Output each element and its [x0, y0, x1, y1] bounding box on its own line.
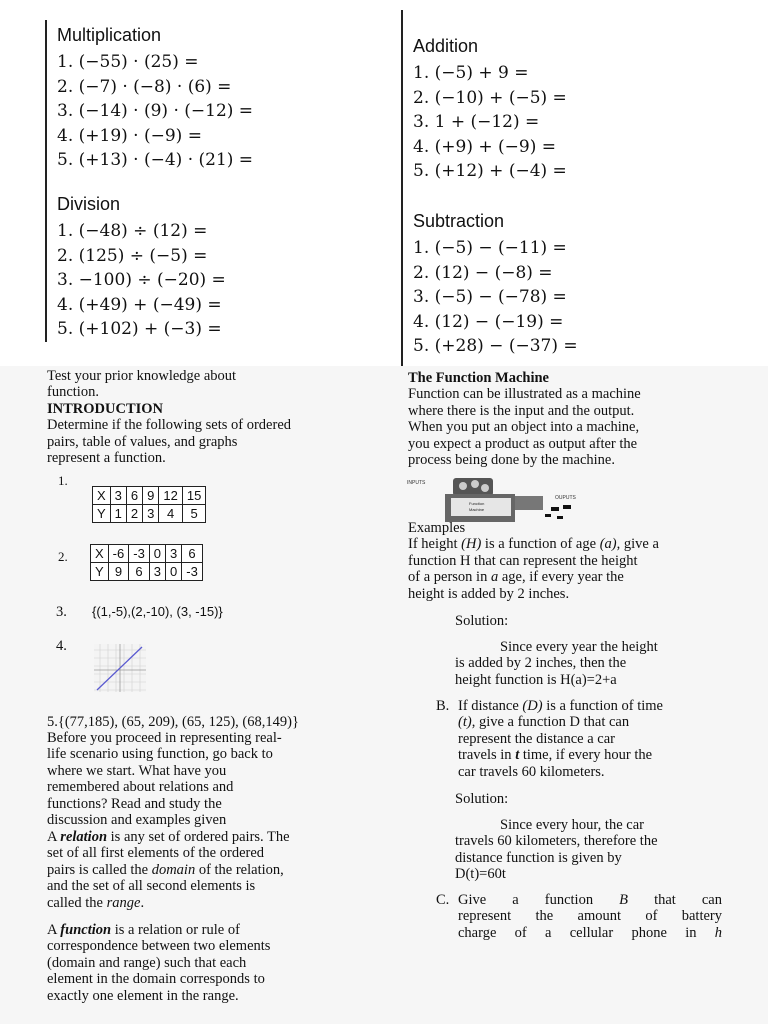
- example-line: [458, 698, 728, 714]
- item-4-line-graph: [94, 644, 146, 692]
- outputs-label: OUPUTS: [555, 495, 576, 501]
- table-cell: 6: [129, 563, 150, 581]
- table-cell: 0: [149, 545, 165, 563]
- example-line: function H that can represent the height: [408, 552, 638, 569]
- subtraction-title: Subtraction: [413, 211, 505, 231]
- solution-line: D(t)=60t: [455, 866, 506, 883]
- division-item: 2. (125) ÷ (−5) =: [57, 245, 208, 266]
- text-span: pairs is called the: [47, 861, 152, 878]
- table-cell: 4: [159, 505, 182, 523]
- table-of-values-2: [90, 544, 203, 581]
- item-2-number: 2.: [58, 549, 68, 564]
- table-cell: 9: [108, 563, 129, 581]
- machine-line: where there is the input and the output.: [408, 402, 635, 419]
- proceed-line: life scenario using function, go back to: [47, 746, 273, 763]
- inputs-label: INPUTS: [407, 480, 426, 486]
- table-cell: -3: [129, 545, 150, 563]
- division-item: 5. (+102) + (−3) =: [57, 319, 222, 339]
- center-divider-line: [401, 10, 403, 366]
- text-span: A: [47, 922, 61, 938]
- solution-line: Since every hour, the car: [500, 817, 644, 833]
- range-term: range: [106, 894, 141, 911]
- item-3-ordered-pairs: {(1,-5),(2,-10), (3, -15)}: [92, 604, 223, 619]
- function-line: exactly one element in the range.: [47, 987, 239, 1004]
- addition-item: 1. (−5) + 9 =: [413, 63, 529, 83]
- text-span: .: [140, 894, 145, 911]
- function-definition: [47, 922, 361, 1004]
- hopper-opening: [471, 480, 479, 488]
- text-span: travels in: [458, 747, 516, 764]
- machine-line: you expect a product as output after the: [408, 435, 638, 452]
- division-item: 3. −100) ÷ (−20) =: [57, 270, 226, 290]
- subtraction-item: 2. (12) − (−8) =: [413, 262, 553, 283]
- table-cell: 6: [126, 487, 142, 505]
- text-span: is a function of time: [542, 698, 663, 714]
- function-line: element in the domain corresponds to: [47, 971, 265, 988]
- example-c-marker: C.: [436, 892, 450, 908]
- example-c: [458, 892, 722, 941]
- solution-line: travels 60 kilometers, therefore the: [455, 833, 658, 850]
- division-section: [57, 193, 226, 342]
- text-span: charge of a cellular phone in: [458, 924, 715, 941]
- table-cell: Y: [93, 505, 111, 523]
- table-cell: 1: [110, 505, 126, 523]
- table-cell: 5: [182, 505, 205, 523]
- example-line: [458, 747, 728, 763]
- text-span: of a person in: [408, 569, 491, 586]
- variable-a: (a): [599, 536, 617, 553]
- item-1-number: 1.: [58, 473, 68, 488]
- table-row: [91, 545, 203, 563]
- solution-line: Since every year the height: [500, 639, 658, 655]
- integer-operations-worksheet: [0, 0, 768, 366]
- text-span: called the: [47, 894, 107, 911]
- item-3-number: 3.: [56, 604, 67, 620]
- table-cell: 15: [182, 487, 205, 505]
- variable-h: h: [714, 924, 722, 941]
- solution-a-label: Solution:: [455, 613, 509, 629]
- intro-line: Test your prior knowledge about: [47, 368, 237, 384]
- table-cell: 2: [126, 505, 142, 523]
- example-b: [458, 698, 728, 780]
- output-item: [557, 516, 563, 519]
- multiplication-title: Multiplication: [57, 25, 162, 45]
- relation-term: relation: [60, 829, 108, 845]
- text-span: that can: [628, 892, 722, 908]
- text-span: of the relation,: [195, 861, 284, 878]
- division-title: Division: [57, 194, 121, 214]
- text-span: If height: [408, 536, 462, 553]
- subtraction-item: 4. (12) − (−19) =: [413, 311, 564, 332]
- item-4-number: 4.: [56, 638, 67, 654]
- example-line: [408, 569, 726, 585]
- text-span: age, if every year the: [498, 569, 624, 586]
- division-item: 4. (+49) + (−49) =: [57, 294, 222, 315]
- example-line: car travels 60 kilometers.: [458, 763, 605, 780]
- machine-line: process being done by the machine.: [408, 452, 615, 469]
- function-line: [47, 922, 361, 938]
- text-span: is a function of age: [481, 536, 600, 553]
- proceed-line: remembered about relations and: [47, 779, 234, 796]
- multiplication-item: 5. (+13) · (−4) · (21) =: [57, 150, 254, 170]
- variable-b: B: [619, 892, 628, 908]
- table-row: [91, 563, 203, 581]
- example-line: [458, 892, 722, 908]
- table-cell: 3: [149, 563, 165, 581]
- addition-title: Addition: [413, 36, 479, 56]
- relation-line: [47, 895, 361, 911]
- addition-item: 3. 1 + (−12) =: [413, 112, 540, 132]
- text-span: Give a function: [458, 892, 620, 908]
- function-machine-diagram: [405, 474, 605, 526]
- function-lesson-page: [0, 366, 768, 1024]
- multiplication-section: [57, 24, 253, 173]
- table-cell: -6: [108, 545, 129, 563]
- machine-label-1: Function: [469, 501, 485, 506]
- output-item: [563, 505, 571, 509]
- example-line: [408, 536, 726, 552]
- item-5-ordered-pairs: 5.{(77,185), (65, 209), (65, 125), (68,149)}: [47, 714, 299, 730]
- output-chute: [515, 496, 543, 510]
- multiplication-item: 1. (−55) · (25) =: [57, 52, 199, 72]
- function-machine-heading: The Function Machine: [408, 370, 549, 386]
- table-row: [93, 505, 206, 523]
- subtraction-item: 1. (−5) − (−11) =: [413, 238, 567, 258]
- multiplication-item: 4. (+19) · (−9) =: [57, 125, 202, 146]
- solution-b-label: Solution:: [455, 791, 509, 807]
- function-term: function: [60, 922, 112, 938]
- hopper-opening: [481, 484, 489, 492]
- addition-item: 4. (+9) + (−9) =: [413, 136, 556, 157]
- left-divider-line: [45, 20, 47, 342]
- function-machine-block: [408, 370, 728, 468]
- output-item: [551, 507, 559, 511]
- example-a: [408, 520, 726, 602]
- machine-line: When you put an object into a machine,: [408, 419, 640, 436]
- proceed-line: functions? Read and study the: [47, 795, 222, 812]
- addition-item: 2. (−10) + (−5) =: [413, 87, 567, 108]
- intro-block: [47, 368, 367, 466]
- example-line: [458, 925, 722, 941]
- relation-definition: [47, 829, 361, 911]
- hopper-opening: [459, 482, 467, 490]
- text-span: , give a function D that can: [471, 714, 630, 731]
- table-cell: X: [91, 545, 109, 563]
- table-cell: 9: [143, 487, 159, 505]
- solution-a: [455, 639, 715, 688]
- multiplication-item: 2. (−7) · (−8) · (6) =: [57, 76, 232, 97]
- variable-d: (D): [522, 698, 543, 714]
- multiplication-item: 3. (−14) · (9) · (−12) =: [57, 101, 254, 121]
- introduction-heading: INTRODUCTION: [47, 400, 164, 417]
- machine-label-2: Machine: [469, 507, 485, 512]
- output-item: [545, 514, 551, 517]
- variable-h: (H): [461, 536, 482, 553]
- table-of-values-1: [92, 486, 206, 523]
- machine-line: Function can be illustrated as a machine: [408, 386, 641, 403]
- intro-line: function.: [47, 384, 99, 401]
- variable-t: t: [515, 747, 520, 764]
- proceed-line: discussion and examples given: [47, 812, 227, 829]
- text-span: , give a: [616, 536, 659, 553]
- table-cell: 3: [110, 487, 126, 505]
- table-cell: X: [93, 487, 111, 505]
- solution-line: distance function is given by: [455, 849, 622, 866]
- solution-b: [455, 817, 725, 883]
- table-cell: 3: [166, 545, 182, 563]
- subtraction-section: [413, 210, 578, 359]
- instruction-line: represent a function.: [47, 450, 166, 467]
- text-span: If distance: [458, 698, 523, 714]
- table-row: [93, 487, 206, 505]
- proceed-line: where we start. What have you: [47, 762, 227, 779]
- example-b-marker: B.: [436, 698, 450, 714]
- table-cell: 12: [159, 487, 182, 505]
- text-span: time, if every hour the: [519, 747, 653, 764]
- solution-line: height function is H(a)=2+a: [455, 671, 617, 688]
- text-span: A: [47, 829, 61, 845]
- relation-line: and the set of all second elements is: [47, 878, 256, 895]
- example-line: [458, 714, 728, 730]
- function-line: (domain and range) such that each: [47, 954, 247, 971]
- relation-line: set of all first elements of the ordered: [47, 845, 265, 862]
- division-item: 1. (−48) ÷ (12) =: [57, 221, 208, 241]
- subtraction-item: 5. (+28) − (−37) =: [413, 336, 578, 356]
- table-cell: 6: [182, 545, 203, 563]
- instruction-line: pairs, table of values, and graphs: [47, 433, 238, 450]
- solution-line: is added by 2 inches, then the: [455, 655, 627, 672]
- function-line: correspondence between two elements: [47, 938, 271, 955]
- addition-section: [413, 35, 567, 184]
- example-line: represent the distance a car: [458, 730, 615, 747]
- relation-line: [47, 862, 361, 878]
- domain-term: domain: [151, 861, 196, 878]
- relation-line: [47, 829, 361, 845]
- instruction-line: Determine if the following sets of ordered: [47, 417, 292, 434]
- proceed-paragraph: [47, 730, 367, 828]
- table-cell: 0: [166, 563, 182, 581]
- addition-item: 5. (+12) + (−4) =: [413, 161, 567, 181]
- table-cell: 3: [143, 505, 159, 523]
- variable-t: (t): [458, 714, 472, 731]
- example-line: height is added by 2 inches.: [408, 585, 570, 602]
- text-span: is any set of ordered pairs. The: [107, 829, 290, 845]
- example-line: represent the amount of battery: [458, 908, 722, 925]
- text-span: is a relation or rule of: [111, 922, 240, 938]
- subtraction-item: 3. (−5) − (−78) =: [413, 287, 567, 307]
- table-cell: Y: [91, 563, 109, 581]
- table-cell: -3: [182, 563, 203, 581]
- variable-a: a: [490, 569, 499, 586]
- examples-label: Examples: [408, 520, 466, 536]
- proceed-line: Before you proceed in representing real-: [47, 730, 282, 746]
